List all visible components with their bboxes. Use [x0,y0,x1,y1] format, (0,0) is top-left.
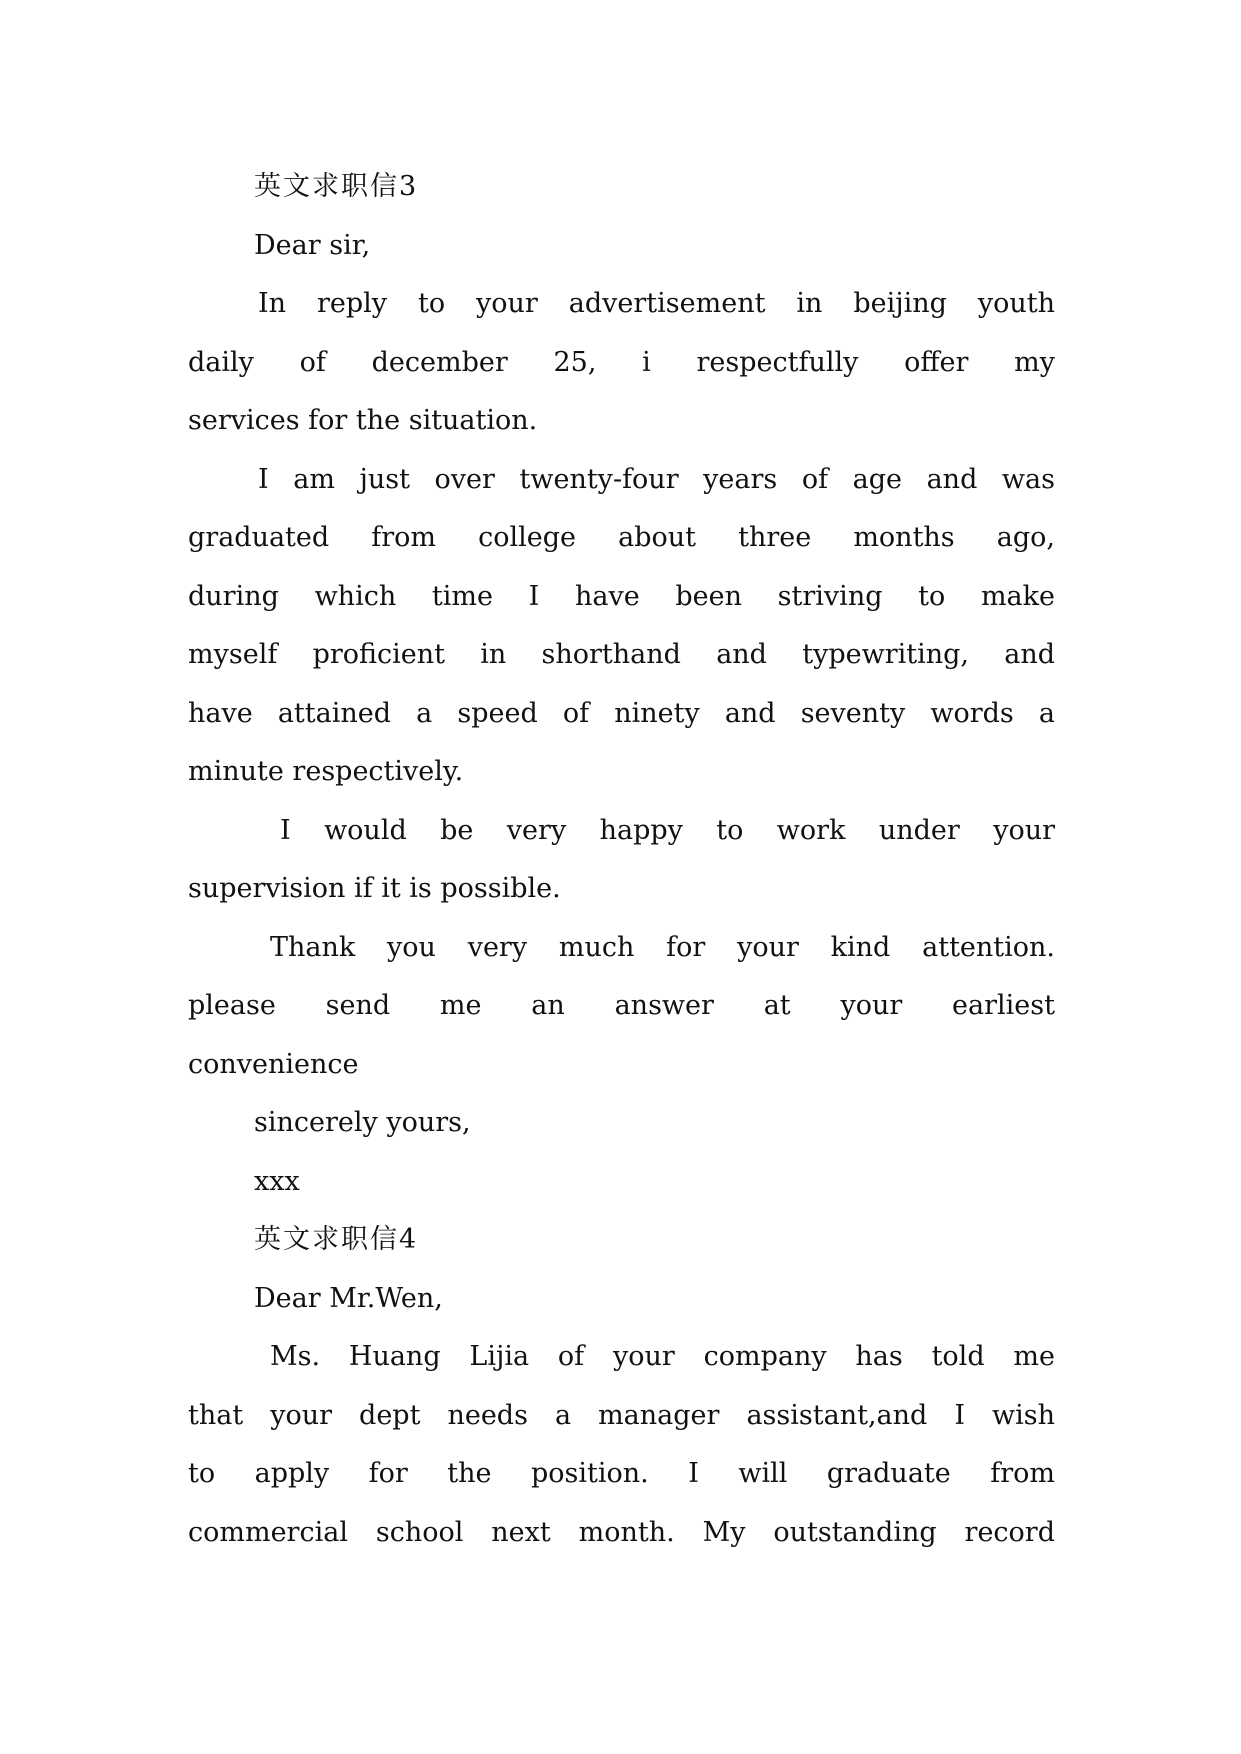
paragraph-line: minute respectively. [188,756,464,787]
letter-heading-4: 英文求职信4 [254,1224,419,1255]
paragraph-line: please send me an answer at your earliest [188,990,1055,1021]
paragraph-line: Ms. Huang Lijia of your company has told me [270,1341,1055,1372]
document-body [188,158,1055,1562]
paragraph-line: commercial school next month. My outstanding record [188,1516,1055,1548]
letter-closing: sincerely yours, [254,1107,471,1138]
paragraph-line: In reply to your advertisement in beijing youth [258,288,1055,319]
paragraph-line: daily of december 25, i respectfully offer my [188,346,1055,378]
paragraph-line: during which time I have been striving to make [188,580,1055,612]
paragraph-line: I would be very happy to work under your [280,814,1055,846]
paragraph-line: services for the situation. [188,405,538,436]
paragraph-line: myself proficient in shorthand and typewriting, and [188,639,1055,670]
letter-greeting-3: Dear sir, [254,229,371,261]
paragraph-line: have attained a speed of ninety and seventy words a [188,697,1055,729]
letter-signature: xxx [254,1165,300,1197]
paragraph-line: convenience [188,1048,359,1080]
letter-heading-3: 英文求职信3 [254,171,419,202]
paragraph-line: I am just over twenty-four years of age and was [258,463,1055,495]
letter-greeting-4: Dear Mr.Wen, [254,1282,443,1314]
paragraph-line: supervision if it is possible. [188,873,561,904]
paragraph-line: to apply for the position. I will graduate from [188,1458,1055,1489]
paragraph-line: that your dept needs a manager assistant,and I wish [188,1399,1055,1431]
paragraph-line: graduated from college about three months ago, [188,522,1055,553]
paragraph-line: Thank you very much for your kind attention. [270,931,1055,963]
